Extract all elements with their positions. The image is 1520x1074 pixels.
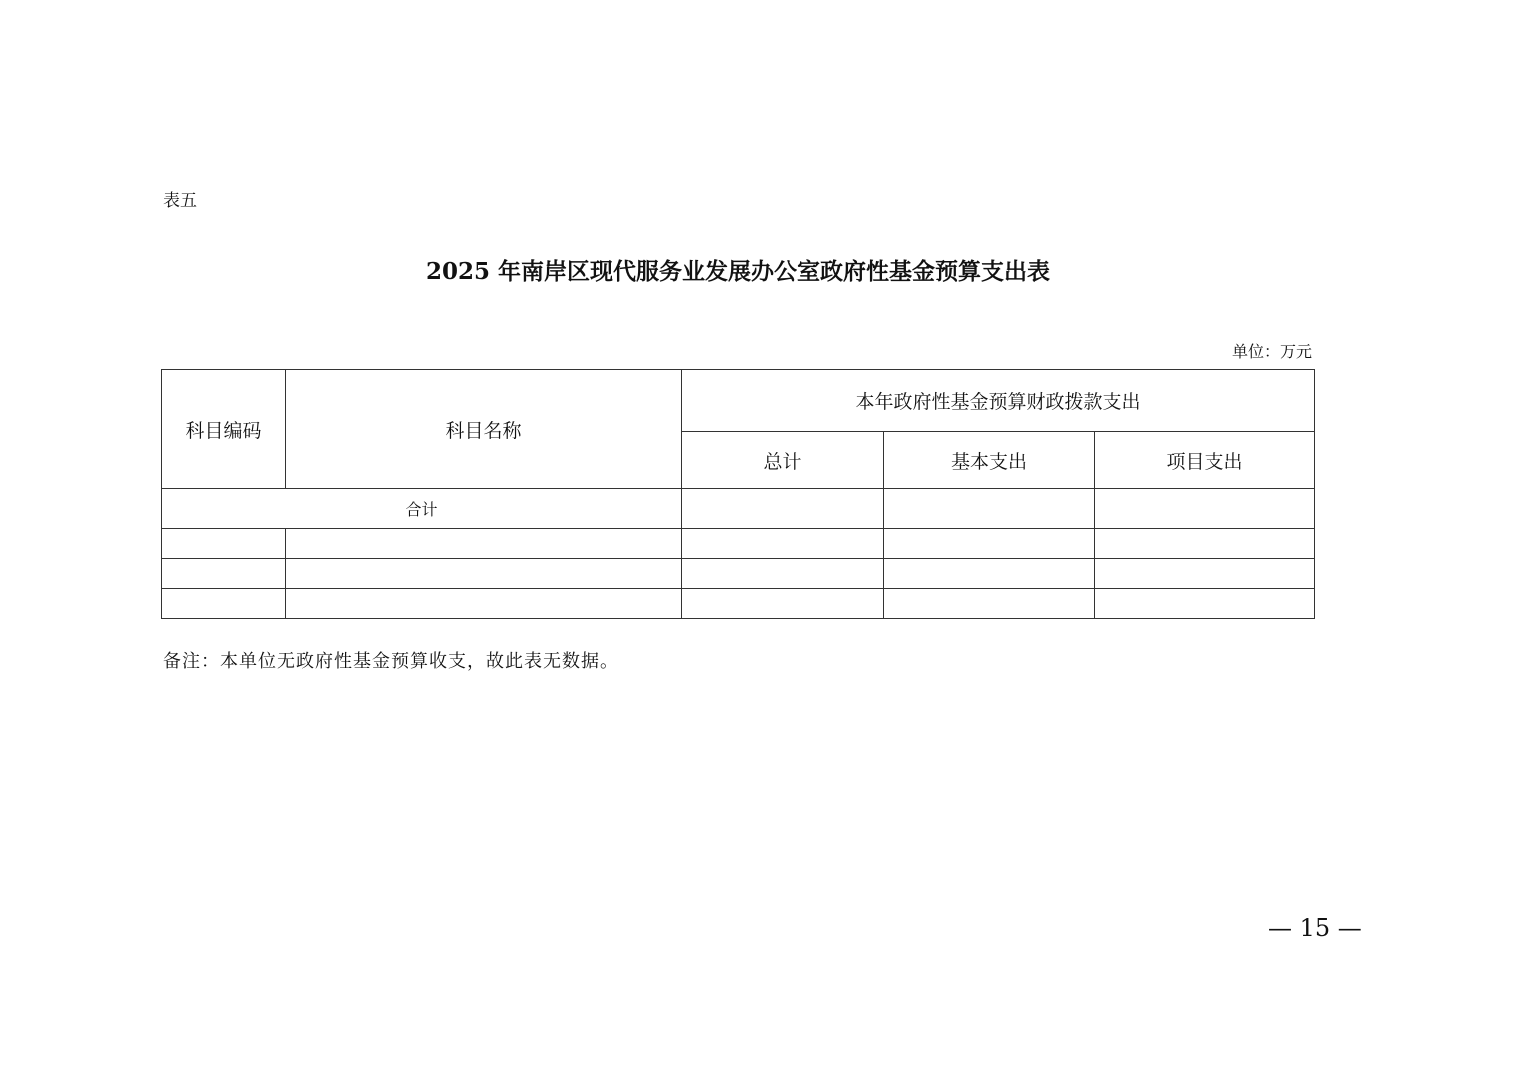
- header-code: 科目编码: [162, 370, 286, 489]
- cell-total: [682, 529, 884, 559]
- cell-name: [286, 529, 682, 559]
- header-project: 项目支出: [1095, 432, 1315, 489]
- header-basic: 基本支出: [884, 432, 1095, 489]
- cell-code: [162, 559, 286, 589]
- page-number: — 15 —: [1268, 914, 1362, 942]
- table-row: [162, 529, 1315, 559]
- total-cell: [682, 489, 884, 529]
- header-name: 科目名称: [286, 370, 682, 489]
- budget-table: [161, 369, 1315, 619]
- document-title: 2025 年南岸区现代服务业发展办公室政府性基金预算支出表: [425, 258, 1051, 285]
- cell-total: [682, 589, 884, 619]
- cell-code: [162, 589, 286, 619]
- total-row-label: 合计: [162, 489, 682, 529]
- cell-project: [1095, 559, 1315, 589]
- cell-project: [1095, 589, 1315, 619]
- unit-label: 单位：万元: [1231, 342, 1312, 361]
- total-row: [162, 489, 1315, 529]
- cell-basic: [884, 559, 1095, 589]
- total-basic-cell: [884, 489, 1095, 529]
- header-row-1: [162, 370, 1315, 432]
- cell-total: [682, 559, 884, 589]
- cell-basic: [884, 589, 1095, 619]
- header-total: 总计: [682, 432, 884, 489]
- header-group: 本年政府性基金预算财政拨款支出: [682, 370, 1315, 432]
- cell-project: [1095, 529, 1315, 559]
- cell-name: [286, 589, 682, 619]
- footnote: 备注：本单位无政府性基金预算收支，故此表无数据。: [163, 651, 619, 672]
- total-project-cell: [1095, 489, 1315, 529]
- table-row: [162, 559, 1315, 589]
- cell-basic: [884, 529, 1095, 559]
- cell-code: [162, 529, 286, 559]
- cell-name: [286, 559, 682, 589]
- table-row: [162, 589, 1315, 619]
- table-label: 表五: [163, 191, 197, 211]
